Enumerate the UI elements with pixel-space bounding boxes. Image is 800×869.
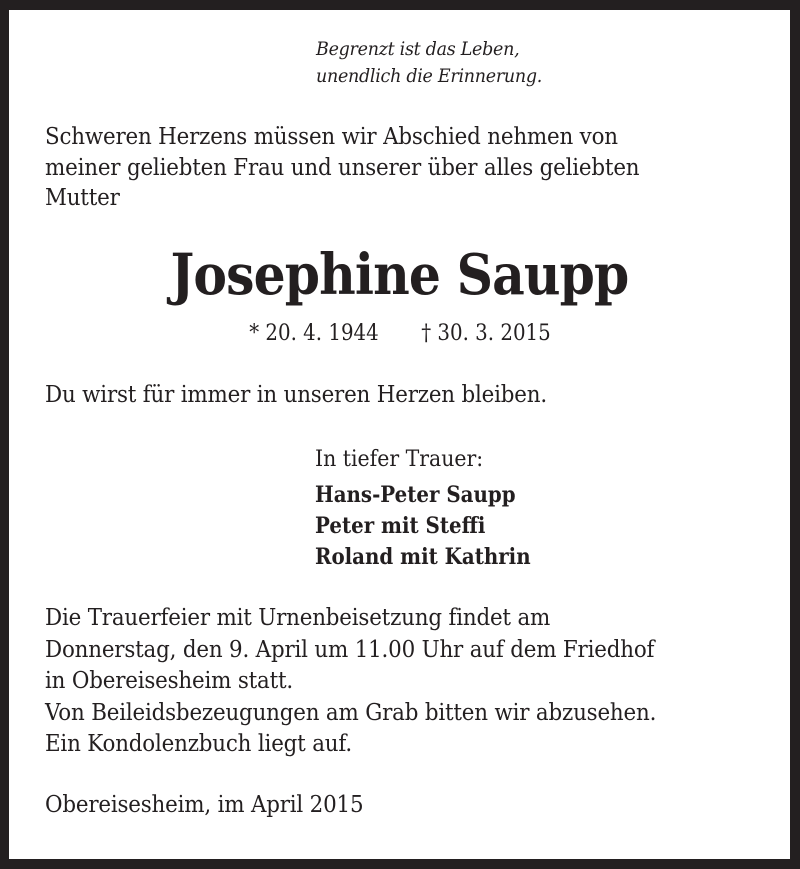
mourner-name: Hans-Peter Saupp (315, 482, 516, 508)
intro-line-1: Schweren Herzens müssen wir Abschied nehmen von (45, 124, 618, 150)
deceased-name (9, 242, 790, 308)
life-dates (9, 321, 790, 346)
service-line-2: Donnerstag, den 9. April um 11.00 Uhr auf dem Friedhof (45, 637, 655, 663)
birth-date: * 20. 4. 1944 (248, 321, 379, 346)
service-line-1: Die Trauerfeier mit Urnenbeisetzung findet am (45, 605, 551, 631)
mourner-name: Roland mit Kathrin (315, 544, 531, 570)
motto-line-2: unendlich die Erinnerung. (316, 65, 543, 87)
motto-line-1: Begrenzt ist das Leben, (316, 38, 520, 60)
intro-line-2: meiner geliebten Frau und unserer über alles geliebten (45, 155, 640, 181)
farewell-text: Du wirst für immer in unseren Herzen bleiben. (45, 382, 547, 408)
service-line-3: in Obereisesheim statt. (45, 668, 294, 694)
service-line-4: Von Beileidsbezeugungen am Grab bitten wir abzusehen. (45, 700, 657, 726)
intro-line-3: Mutter (45, 185, 120, 211)
service-line-5: Ein Kondolenzbuch liegt auf. (45, 731, 352, 757)
death-date: † 30. 3. 2015 (420, 321, 551, 346)
mourners-heading: In tiefer Trauer: (315, 447, 484, 472)
deceased-name-text: Josephine Saupp (170, 242, 629, 308)
obituary-card (9, 10, 790, 859)
mourner-name: Peter mit Steffi (315, 513, 486, 539)
closing-place-date: Obereisesheim, im April 2015 (45, 792, 364, 818)
